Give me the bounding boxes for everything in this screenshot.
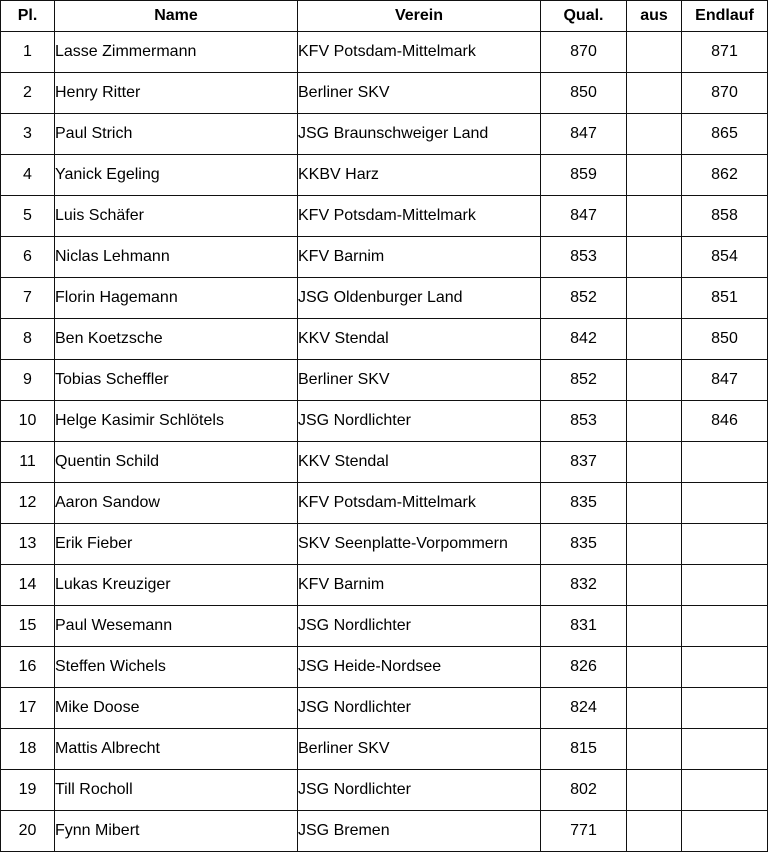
cell-place: 20 <box>1 811 55 852</box>
cell-final: 846 <box>682 401 768 442</box>
cell-qual: 771 <box>541 811 627 852</box>
header-final: Endlauf <box>682 1 768 32</box>
cell-out <box>627 278 682 319</box>
cell-final <box>682 688 768 729</box>
header-club: Verein <box>298 1 541 32</box>
cell-out <box>627 811 682 852</box>
table-row <box>1 565 768 606</box>
table-row <box>1 729 768 770</box>
cell-name: Paul Wesemann <box>55 606 298 647</box>
cell-club: JSG Oldenburger Land <box>298 278 541 319</box>
table-row <box>1 483 768 524</box>
cell-place: 12 <box>1 483 55 524</box>
cell-name: Mike Doose <box>55 688 298 729</box>
table-row <box>1 32 768 73</box>
cell-qual: 850 <box>541 73 627 114</box>
cell-place: 8 <box>1 319 55 360</box>
cell-out <box>627 770 682 811</box>
cell-final <box>682 565 768 606</box>
cell-place: 14 <box>1 565 55 606</box>
cell-name: Ben Koetzsche <box>55 319 298 360</box>
cell-out <box>627 155 682 196</box>
header-qual: Qual. <box>541 1 627 32</box>
cell-name: Niclas Lehmann <box>55 237 298 278</box>
header-place: Pl. <box>1 1 55 32</box>
cell-name: Henry Ritter <box>55 73 298 114</box>
cell-place: 5 <box>1 196 55 237</box>
cell-club: KFV Potsdam-Mittelmark <box>298 32 541 73</box>
cell-final <box>682 811 768 852</box>
cell-out <box>627 237 682 278</box>
cell-final <box>682 483 768 524</box>
cell-final: 854 <box>682 237 768 278</box>
cell-out <box>627 565 682 606</box>
cell-place: 3 <box>1 114 55 155</box>
cell-final: 851 <box>682 278 768 319</box>
header-row <box>1 1 768 32</box>
cell-qual: 859 <box>541 155 627 196</box>
cell-club: JSG Nordlichter <box>298 770 541 811</box>
table-row <box>1 278 768 319</box>
cell-club: KFV Barnim <box>298 237 541 278</box>
cell-name: Quentin Schild <box>55 442 298 483</box>
cell-final <box>682 729 768 770</box>
cell-final: 870 <box>682 73 768 114</box>
cell-club: Berliner SKV <box>298 360 541 401</box>
cell-club: Berliner SKV <box>298 729 541 770</box>
cell-name: Lukas Kreuziger <box>55 565 298 606</box>
cell-qual: 853 <box>541 401 627 442</box>
cell-place: 9 <box>1 360 55 401</box>
cell-qual: 815 <box>541 729 627 770</box>
cell-out <box>627 32 682 73</box>
cell-final <box>682 442 768 483</box>
cell-name: Erik Fieber <box>55 524 298 565</box>
cell-place: 19 <box>1 770 55 811</box>
cell-place: 1 <box>1 32 55 73</box>
cell-final: 847 <box>682 360 768 401</box>
cell-qual: 852 <box>541 278 627 319</box>
table-body <box>1 32 768 852</box>
cell-place: 2 <box>1 73 55 114</box>
cell-club: JSG Nordlichter <box>298 606 541 647</box>
cell-qual: 852 <box>541 360 627 401</box>
table-header <box>1 1 768 32</box>
table-row <box>1 73 768 114</box>
cell-qual: 842 <box>541 319 627 360</box>
cell-out <box>627 319 682 360</box>
cell-qual: 847 <box>541 196 627 237</box>
cell-name: Aaron Sandow <box>55 483 298 524</box>
cell-qual: 835 <box>541 483 627 524</box>
table-row <box>1 196 768 237</box>
cell-name: Mattis Albrecht <box>55 729 298 770</box>
cell-out <box>627 114 682 155</box>
cell-name: Florin Hagemann <box>55 278 298 319</box>
cell-final <box>682 606 768 647</box>
table-row <box>1 688 768 729</box>
cell-club: KFV Potsdam-Mittelmark <box>298 483 541 524</box>
cell-name: Lasse Zimmermann <box>55 32 298 73</box>
cell-club: JSG Bremen <box>298 811 541 852</box>
cell-place: 17 <box>1 688 55 729</box>
cell-club: JSG Heide-Nordsee <box>298 647 541 688</box>
cell-club: KKBV Harz <box>298 155 541 196</box>
cell-out <box>627 606 682 647</box>
cell-club: KKV Stendal <box>298 319 541 360</box>
cell-out <box>627 524 682 565</box>
cell-qual: 870 <box>541 32 627 73</box>
cell-club: SKV Seenplatte-Vorpommern <box>298 524 541 565</box>
table-row <box>1 360 768 401</box>
cell-name: Paul Strich <box>55 114 298 155</box>
cell-place: 15 <box>1 606 55 647</box>
cell-name: Yanick Egeling <box>55 155 298 196</box>
cell-final: 862 <box>682 155 768 196</box>
cell-qual: 826 <box>541 647 627 688</box>
table-row <box>1 442 768 483</box>
cell-final: 871 <box>682 32 768 73</box>
table-row <box>1 647 768 688</box>
cell-qual: 835 <box>541 524 627 565</box>
cell-final: 858 <box>682 196 768 237</box>
cell-out <box>627 401 682 442</box>
cell-club: JSG Braunschweiger Land <box>298 114 541 155</box>
cell-out <box>627 729 682 770</box>
cell-name: Luis Schäfer <box>55 196 298 237</box>
table-row <box>1 606 768 647</box>
cell-qual: 802 <box>541 770 627 811</box>
cell-qual: 847 <box>541 114 627 155</box>
cell-club: Berliner SKV <box>298 73 541 114</box>
cell-club: JSG Nordlichter <box>298 401 541 442</box>
cell-place: 18 <box>1 729 55 770</box>
cell-qual: 853 <box>541 237 627 278</box>
table-row <box>1 155 768 196</box>
cell-out <box>627 483 682 524</box>
cell-out <box>627 688 682 729</box>
table-row <box>1 319 768 360</box>
cell-club: KFV Barnim <box>298 565 541 606</box>
cell-final: 850 <box>682 319 768 360</box>
cell-place: 16 <box>1 647 55 688</box>
cell-final <box>682 770 768 811</box>
cell-name: Tobias Scheffler <box>55 360 298 401</box>
cell-place: 7 <box>1 278 55 319</box>
cell-final <box>682 524 768 565</box>
cell-place: 13 <box>1 524 55 565</box>
cell-out <box>627 442 682 483</box>
cell-name: Till Rocholl <box>55 770 298 811</box>
cell-place: 4 <box>1 155 55 196</box>
header-name: Name <box>55 1 298 32</box>
table-row <box>1 811 768 852</box>
table-row <box>1 401 768 442</box>
cell-name: Steffen Wichels <box>55 647 298 688</box>
cell-out <box>627 360 682 401</box>
cell-qual: 824 <box>541 688 627 729</box>
cell-out <box>627 196 682 237</box>
cell-out <box>627 73 682 114</box>
cell-qual: 837 <box>541 442 627 483</box>
cell-place: 6 <box>1 237 55 278</box>
cell-final <box>682 647 768 688</box>
table-row <box>1 770 768 811</box>
table-row <box>1 237 768 278</box>
cell-club: KKV Stendal <box>298 442 541 483</box>
table-row <box>1 524 768 565</box>
cell-name: Fynn Mibert <box>55 811 298 852</box>
cell-name: Helge Kasimir Schlötels <box>55 401 298 442</box>
cell-place: 10 <box>1 401 55 442</box>
cell-qual: 831 <box>541 606 627 647</box>
cell-place: 11 <box>1 442 55 483</box>
table-row <box>1 114 768 155</box>
cell-club: KFV Potsdam-Mittelmark <box>298 196 541 237</box>
cell-out <box>627 647 682 688</box>
cell-club: JSG Nordlichter <box>298 688 541 729</box>
cell-final: 865 <box>682 114 768 155</box>
header-out: aus <box>627 1 682 32</box>
cell-qual: 832 <box>541 565 627 606</box>
